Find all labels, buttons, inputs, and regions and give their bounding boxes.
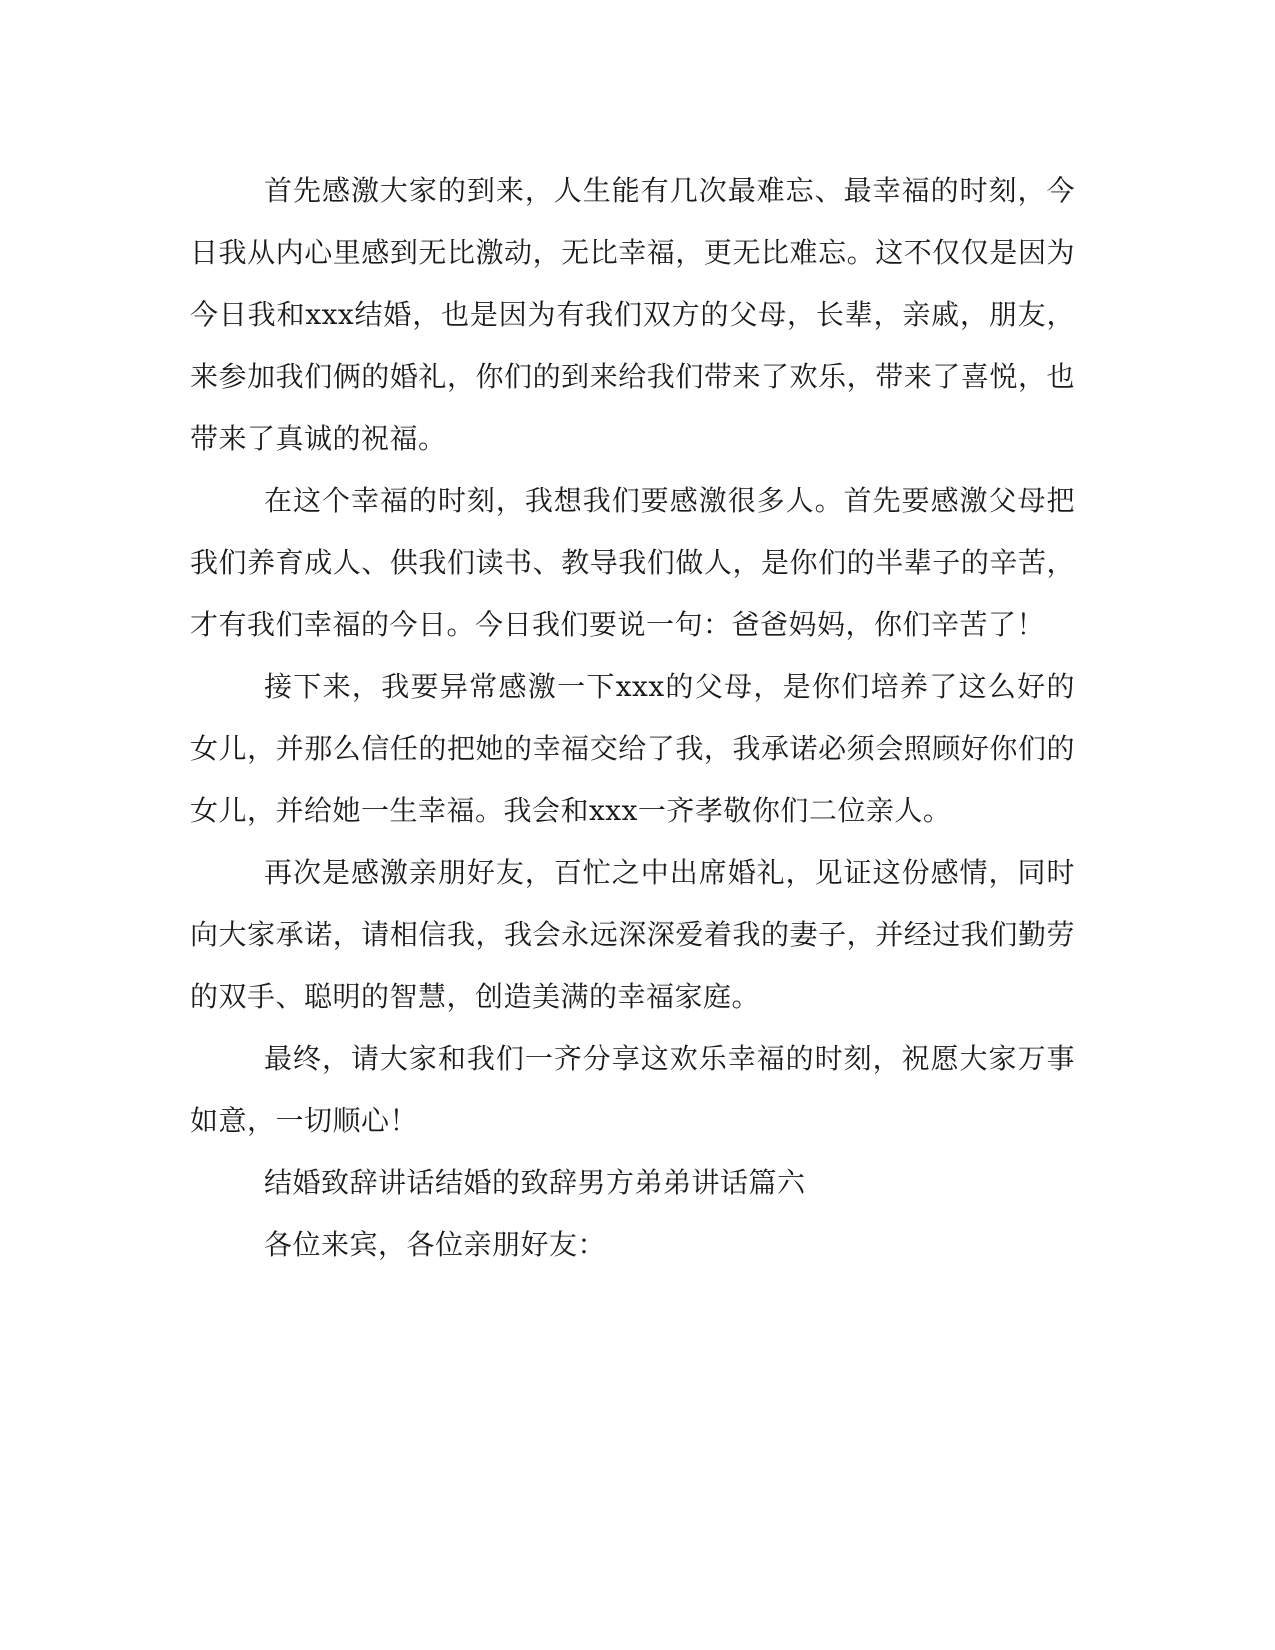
paragraph-thanks-in-laws: 接下来，我要异常感激一下xxx的父母，是你们培养了这么好的女儿，并那么信任的把她的幸福交给了我，我承诺必须会照顾好你们的女儿，并给她一生幸福。我会和xxx一齐孝敬你们二位亲人。 — [190, 670, 1075, 827]
document-body — [190, 160, 1075, 1276]
paragraph-closing-wishes: 最终，请大家和我们一齐分享这欢乐幸福的时刻，祝愿大家万事如意，一切顺心！ — [190, 1042, 1075, 1137]
paragraph-thanks-friends: 再次是感激亲朋好友，百忙之中出席婚礼，见证这份感情，同时向大家承诺，请相信我，我会永远深深爱着我的妻子，并经过我们勤劳的双手、聪明的智慧，创造美满的幸福家庭。 — [190, 856, 1075, 1013]
section-heading: 结婚致辞讲话结婚的致辞男方弟弟讲话篇六 — [264, 1166, 806, 1199]
paragraph-thanks-parents: 在这个幸福的时刻，我想我们要感激很多人。首先要感激父母把我们养育成人、供我们读书、教导我们做人，是你们的半辈子的辛苦，才有我们幸福的今日。今日我们要说一句：爸爸妈妈，你们辛苦了！ — [190, 484, 1075, 641]
salutation: 各位来宾，各位亲朋好友： — [264, 1228, 607, 1261]
paragraph-gratitude-intro: 首先感激大家的到来，人生能有几次最难忘、最幸福的时刻，今日我从内心里感到无比激动，无比幸福，更无比难忘。这不仅仅是因为今日我和xxx结婚，也是因为有我们双方的父母，长辈，亲戚，朋友，来参加我们俩的婚礼，你们的到来给我们带来了欢乐，带来了喜悦，也带来了真诚的祝福。 — [190, 174, 1075, 455]
